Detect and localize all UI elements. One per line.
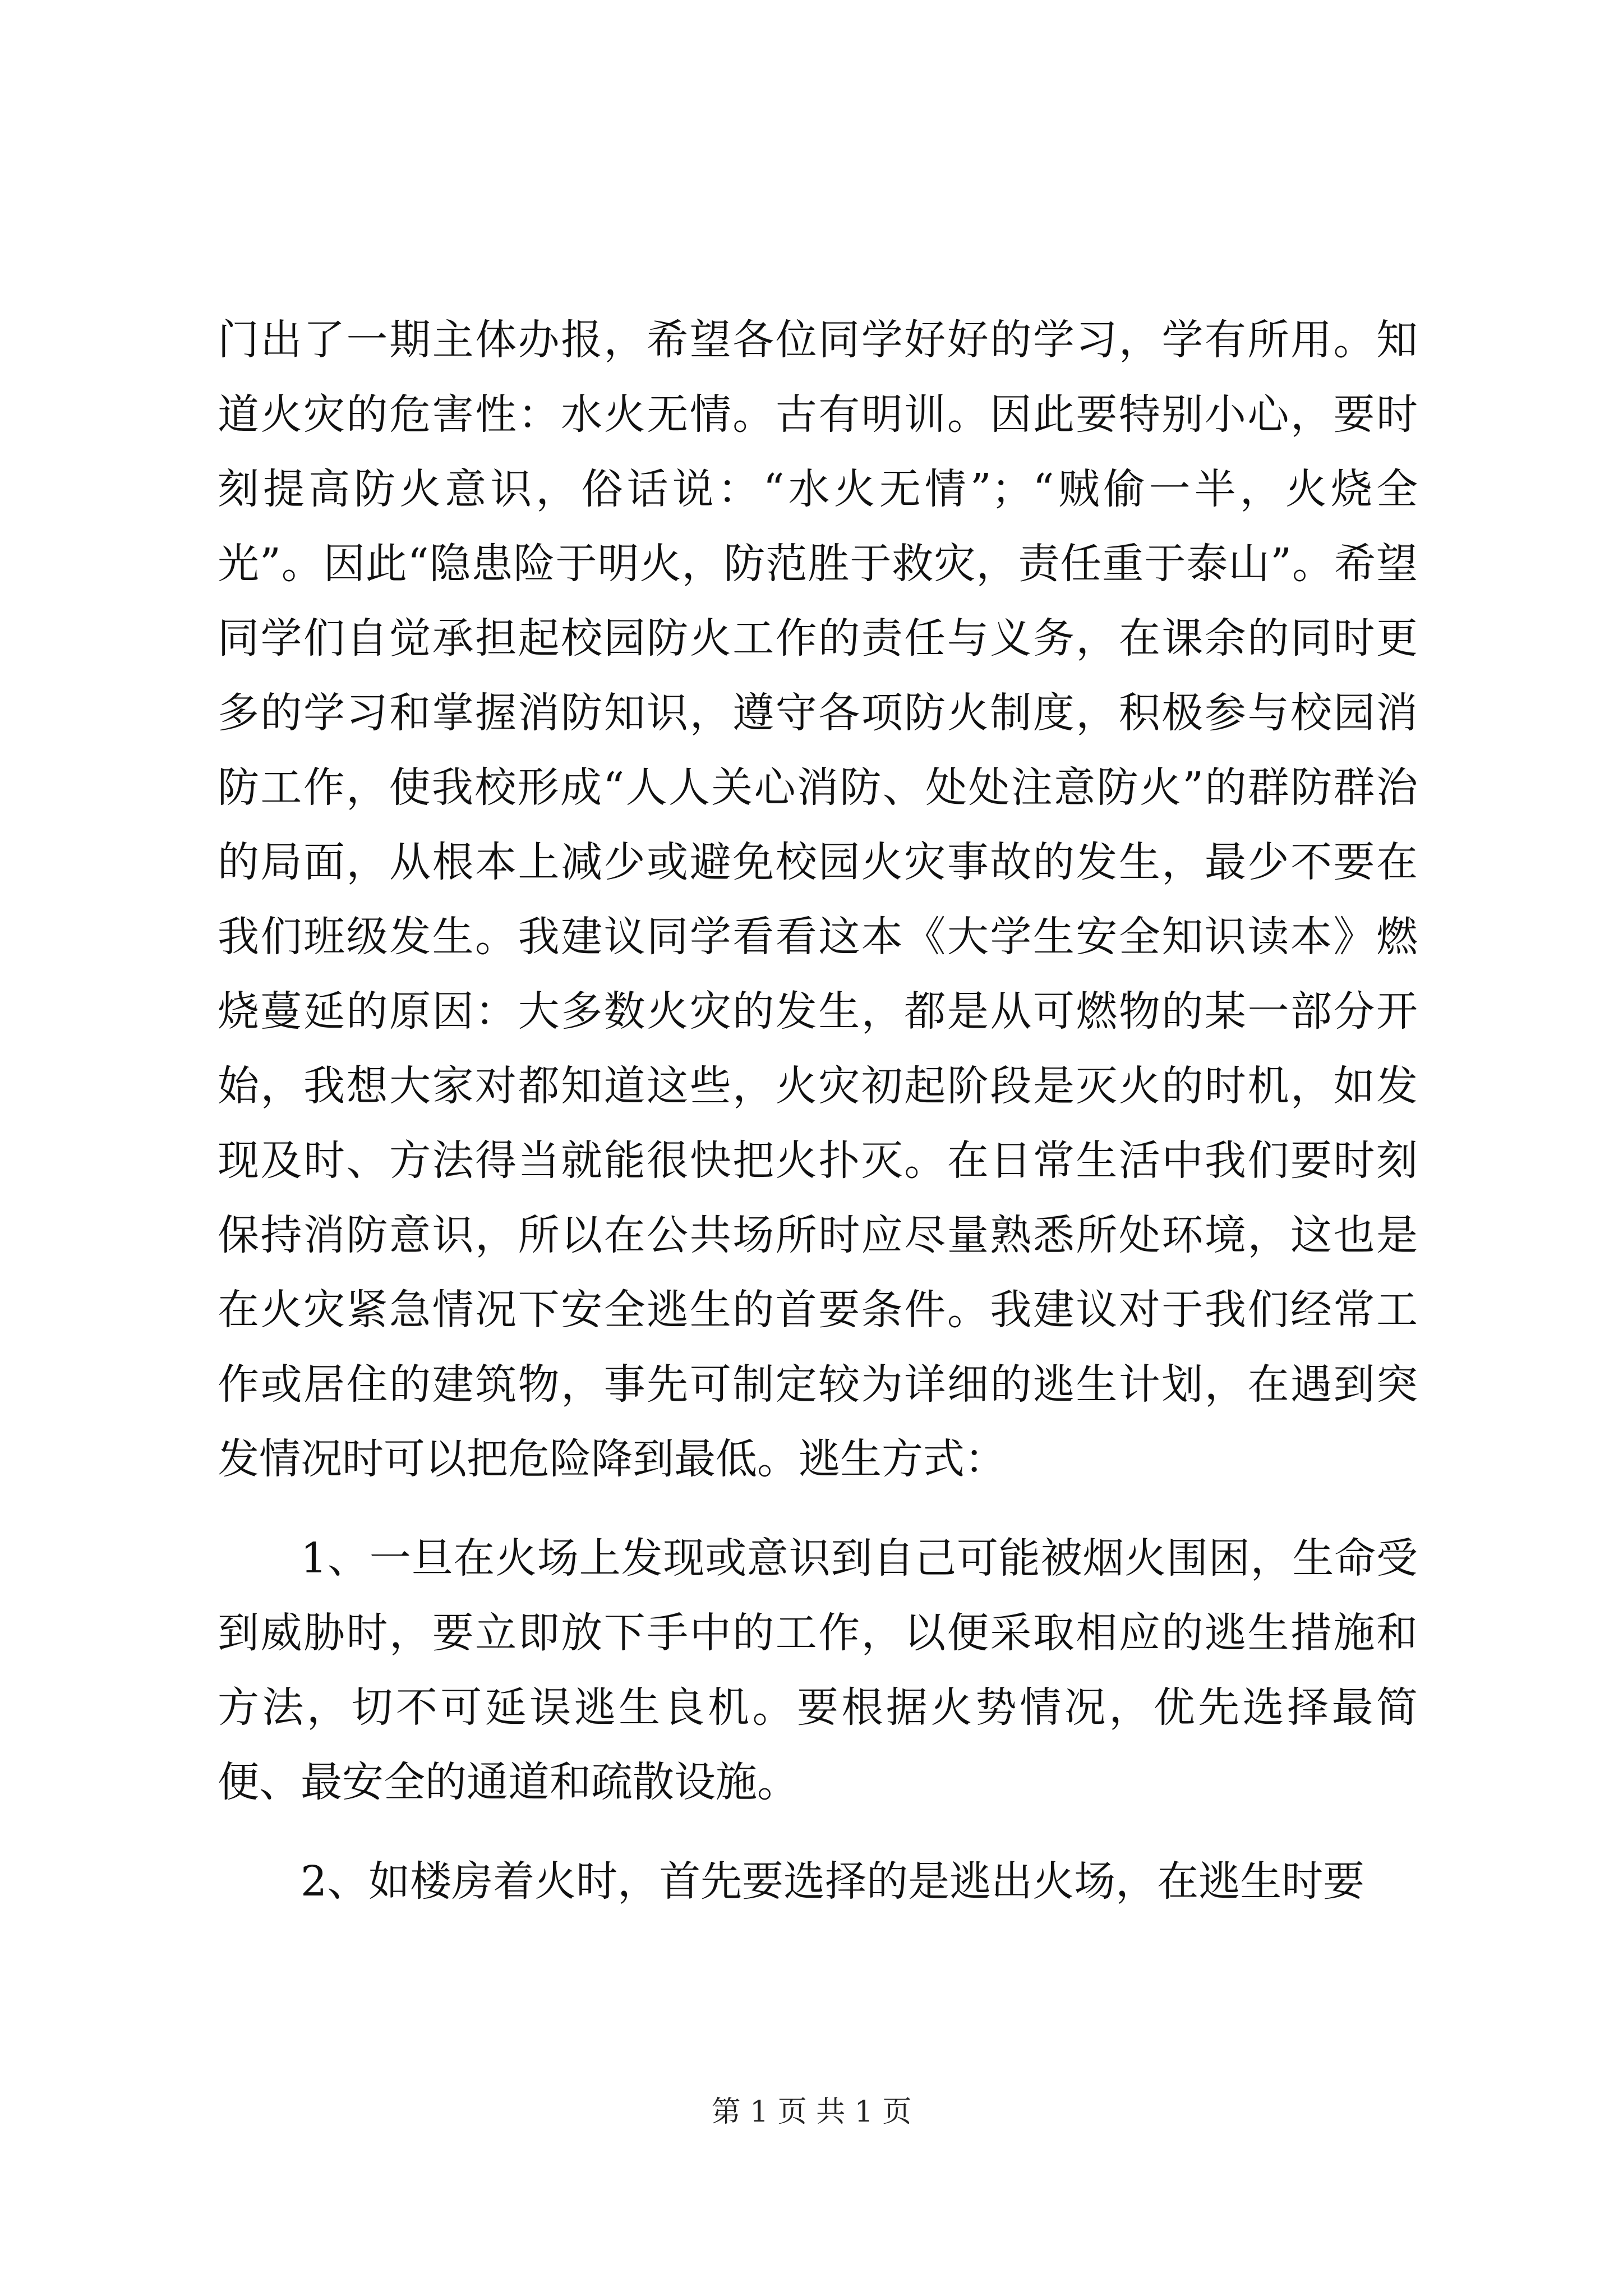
document-body: [218, 303, 1418, 1919]
paragraph-item-2: 2、如楼房着火时，首先要选择的是逃出火场，在逃生时要: [301, 1857, 1365, 1906]
page-footer: 第 1 页 共 1 页: [711, 2095, 912, 2129]
paragraph-intro: 门出了一期主体办报，希望各位同学好好的学习，学有所用。知道火灾的危害性：水火无情。古有明训。因此要特别小心，要时刻提高防火意识，俗话说：“水火无情”；“贼偷一半，火烧全光”。因此“隐患险于明火，防范胜于救灾，责任重于泰山”。希望同学们自觉承担起校园防火工作的责任与义务，在课余的同时更多的学习和掌握消防知识，遵守各项防火制度，积极参与校园消防工作，使我校形成“人人关心消防、处处注意防火”的群防群治的局面，从根本上减少或避免校园火灾事故的发生，最少不要在我们班级发生。我建议同学看看这本《大学生安全知识读本》燃烧蔓延的原因：大多数火灾的发生，都是从可燃物的某一部分开始，我想大家对都知道这些，火灾初起阶段是灭火的时机，如发现及时、方法得当就能很快把火扑灭。在日常生活中我们要时刻保持消防意识，所以在公共场所时应尽量熟悉所处环境，这也是在火灾紧急情况下安全逃生的首要条件。我建议对于我们经常工作或居住的建筑物，事先可制定较为详细的逃生计划，在遇到突发情况时可以把危险降到最低。逃生方式：: [218, 316, 1418, 1483]
paragraph-item-1: 1、一旦在火场上发现或意识到自己可能被烟火围困，生命受到威胁时，要立即放下手中的工作，以便采取相应的逃生措施和方法，切不可延误逃生良机。要根据火势情况，优先选择最简便、最安全的通道和疏散设施。: [218, 1534, 1418, 1806]
